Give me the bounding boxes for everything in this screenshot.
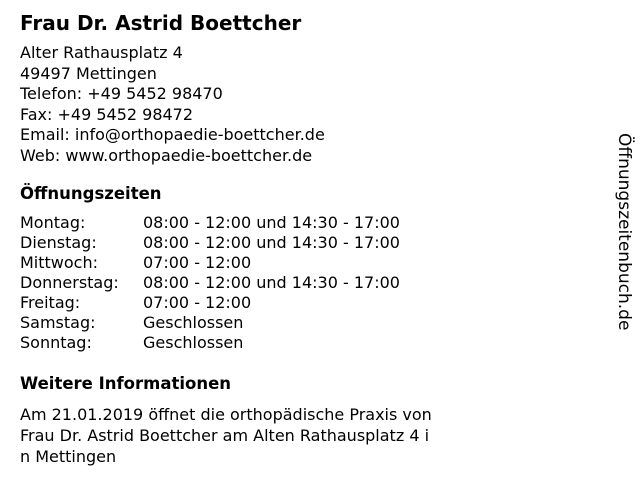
side-branding-label: Öffnungszeitenbuch.de (614, 133, 634, 331)
hours-row-tuesday (20, 233, 400, 253)
day-label: Mittwoch: (20, 253, 98, 272)
day-label: Montag: (20, 213, 86, 232)
street-address: Alter Rathausplatz 4 (20, 43, 183, 62)
hours-time: 08:00 - 12:00 und 14:30 - 17:00 (143, 233, 400, 252)
opening-hours-heading: Öffnungszeiten (20, 184, 162, 203)
practice-title: Frau Dr. Astrid Boettcher (20, 11, 302, 35)
day-label: Freitag: (20, 293, 81, 312)
more-info-text: Am 21.01.2019 öffnet die orthopädische Praxis von Frau Dr. Astrid Boettcher am Alten Rathausplatz 4 in Mettingen (20, 405, 432, 466)
opening-hours-list (20, 213, 400, 353)
side-branding (613, 133, 635, 363)
hours-row-friday (20, 293, 400, 313)
phone-number: Telefon: +49 5452 98470 (20, 84, 223, 103)
hours-time: Geschlossen (143, 333, 244, 352)
more-info-heading: Weitere Informationen (20, 374, 232, 393)
website: Web: www.orthopaedie-boettcher.de (20, 145, 313, 165)
day-label: Donnerstag: (20, 273, 119, 292)
contact-block (20, 43, 325, 166)
hours-time: 08:00 - 12:00 und 14:30 - 17:00 (143, 273, 400, 292)
hours-time: 08:00 - 12:00 und 14:30 - 17:00 (143, 213, 400, 232)
day-label: Samstag: (20, 313, 96, 332)
hours-time: Geschlossen (143, 313, 244, 332)
hours-row-wednesday (20, 253, 400, 273)
hours-time: 07:00 - 12:00 (143, 293, 252, 312)
day-label: Dienstag: (20, 233, 97, 252)
day-label: Sonntag: (20, 333, 92, 352)
fax-number: Fax: +49 5452 98472 (20, 104, 194, 124)
hours-row-sunday (20, 333, 400, 353)
hours-row-saturday (20, 313, 400, 333)
hours-time: 07:00 - 12:00 (143, 253, 252, 272)
hours-row-thursday (20, 273, 400, 293)
city-address: 49497 Mettingen (20, 63, 157, 83)
email-address: Email: info@orthopaedie-boettcher.de (20, 125, 325, 144)
hours-row-monday (20, 213, 400, 233)
